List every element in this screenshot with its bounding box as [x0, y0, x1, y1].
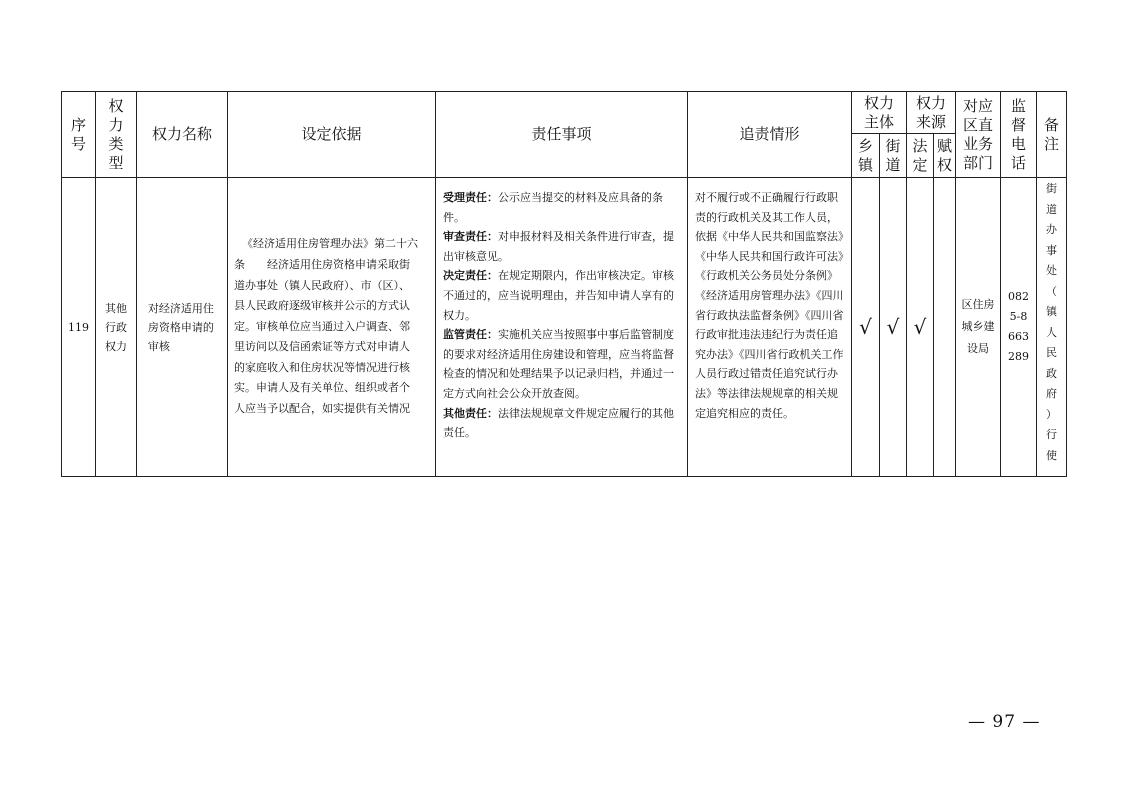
remark-char: 府: [1046, 387, 1057, 400]
basis-line: 的家庭收入和住房状况等情况进行核: [234, 360, 410, 374]
remark-char: 事: [1046, 243, 1057, 257]
basis-line: 实。申请人及有关单位、组织或者个: [234, 381, 410, 395]
remark-char: 民: [1046, 346, 1057, 359]
page-number: — 97 —: [968, 712, 1041, 732]
header-seq: 序号: [62, 92, 96, 178]
cell-dept: 区住房城乡建设局: [956, 178, 1001, 477]
remark-char: 行: [1046, 428, 1057, 441]
header-subject-town: 乡镇: [852, 134, 880, 178]
duty-item: 决定责任：在规定期限内，作出审核决定。审核不通过的，应当说明理由，并告知申请人享有的权力。: [443, 269, 674, 322]
header-source-granted: 赋权: [934, 134, 956, 178]
cell-basis: [228, 178, 436, 477]
header-type: 权力类型: [96, 92, 137, 178]
duty-item: 监管责任：实施机关应当按照事中事后监管制度的要求对经济适用住房建设和管理，应当将监督检查的情况和处理结果予以记录归档，并通过一定方式向社会公众开放查阅。: [443, 328, 674, 400]
remark-char: 使: [1046, 448, 1057, 462]
header-basis: 设定依据: [228, 92, 436, 178]
header-row-1: [62, 92, 1067, 134]
basis-line: 条 经济适用住房资格申请采取街: [234, 257, 410, 271]
duty-item: 审查责任：对申报材料及相关条件进行审查，提出审核意见。: [443, 230, 674, 263]
cell-subject-town: √: [852, 178, 880, 477]
power-list-table: [61, 91, 1067, 477]
cell-type: 其他行政权力: [96, 178, 137, 477]
header-accountability: 追责情形: [688, 92, 852, 178]
cell-duty: [436, 178, 688, 477]
remark-char: 道: [1046, 202, 1057, 216]
duty-item: 其他责任：法律法规规章文件规定应履行的其他责任。: [443, 406, 674, 440]
basis-line: 里访问以及信函索证等方式对申请人: [234, 340, 410, 354]
phone-line: 082: [1008, 290, 1029, 303]
header-duty: 责任事项: [436, 92, 688, 178]
remark-char: 人: [1046, 325, 1057, 339]
phone-line: 289: [1008, 350, 1029, 363]
phone-line: 663: [1008, 330, 1029, 343]
duty-item: 受理责任：公示应当提交的材料及应具备的条件。: [443, 191, 663, 224]
basis-line: 人应当予以配合，如实提供有关情况: [234, 402, 410, 416]
basis-line: 《经济适用住房管理办法》第二十六: [242, 237, 418, 251]
cell-name: 对经济适用住房资格申请的审核: [137, 178, 228, 477]
cell-subject-street: √: [880, 178, 907, 477]
remark-char: （: [1046, 284, 1057, 298]
table-row: [62, 178, 1067, 477]
phone-line: 5-8: [1009, 310, 1028, 323]
header-subject: 权力主体: [852, 92, 907, 134]
remark-char: ）: [1046, 407, 1057, 421]
remark-char: 街: [1046, 182, 1057, 195]
header-remark: 备注: [1037, 92, 1067, 178]
header-source: 权力来源: [907, 92, 956, 134]
cell-accountability: 对不履行或不正确履行行政职责的行政机关及其工作人员，依据《中华人民共和国监察法》《中华人民共和国行政许可法》《行政机关公务员处分条例》《经济适用房管理办法》《四川省行政执法监督条例》《四川省行政审批违法违纪行为责任追究办法》《四川省行政机关工作人员行政过错责任追究试行办法》等法律法规规章的相关规定追究相应的责任。: [688, 178, 852, 477]
basis-line: 道办事处（镇人民政府）、市（区）、: [234, 278, 410, 292]
remark-char: 办: [1046, 223, 1057, 236]
basis-line: 县人民政府逐级审核并公示的方式认: [234, 299, 410, 313]
header-name: 权力名称: [137, 92, 228, 178]
remark-char: 处: [1046, 264, 1057, 277]
cell-phone: [1001, 178, 1037, 477]
remark-char: 政: [1046, 366, 1057, 380]
cell-source-legal: √: [907, 178, 934, 477]
header-subject-street: 街道: [880, 134, 907, 178]
remark-char: 镇: [1046, 305, 1057, 318]
header-source-legal: 法定: [907, 134, 934, 178]
cell-seq: 119: [62, 178, 96, 477]
basis-line: 定。审核单位应当通过入户调查、邻: [234, 319, 410, 333]
cell-source-granted: [934, 178, 956, 477]
header-phone: 监督电话: [1001, 92, 1037, 178]
header-dept: 对应区直业务部门: [956, 92, 1001, 178]
cell-remark: [1037, 178, 1067, 477]
